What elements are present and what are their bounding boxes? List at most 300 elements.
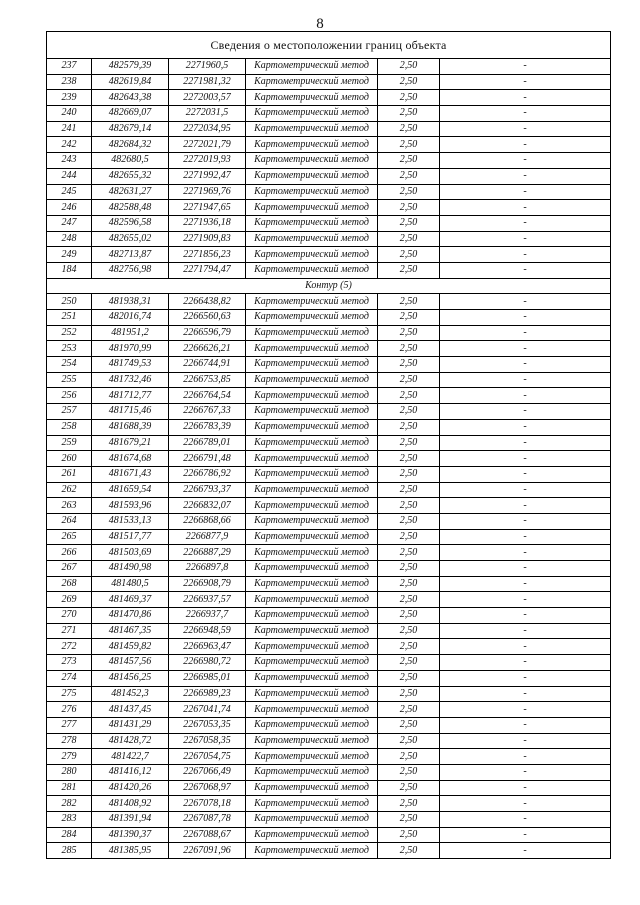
note-cell: - xyxy=(440,310,611,326)
contour-label: Контур (5) xyxy=(47,278,611,294)
method-cell: Картометрический метод xyxy=(246,231,378,247)
note-cell: - xyxy=(440,341,611,357)
method-cell: Картометрический метод xyxy=(246,639,378,655)
accuracy-cell: 2,50 xyxy=(378,357,440,373)
accuracy-cell: 2,50 xyxy=(378,812,440,828)
coord-x-cell: 481385,95 xyxy=(92,843,169,859)
coord-y-cell: 2271794,47 xyxy=(169,262,246,278)
point-number-cell: 283 xyxy=(47,812,92,828)
coord-y-cell: 2266832,07 xyxy=(169,498,246,514)
table-row xyxy=(47,357,611,373)
coord-x-cell: 481688,39 xyxy=(92,419,169,435)
coord-x-cell: 481480,5 xyxy=(92,576,169,592)
coord-x-cell: 482679,14 xyxy=(92,121,169,137)
method-cell: Картометрический метод xyxy=(246,482,378,498)
coord-x-cell: 481431,29 xyxy=(92,717,169,733)
table-row xyxy=(47,686,611,702)
accuracy-cell: 2,50 xyxy=(378,749,440,765)
coord-y-cell: 2266868,66 xyxy=(169,513,246,529)
table-row xyxy=(47,670,611,686)
accuracy-cell: 2,50 xyxy=(378,733,440,749)
table-row xyxy=(47,451,611,467)
table-title-row xyxy=(47,32,611,59)
coord-x-cell: 481490,98 xyxy=(92,561,169,577)
point-number-cell: 273 xyxy=(47,655,92,671)
accuracy-cell: 2,50 xyxy=(378,498,440,514)
method-cell: Картометрический метод xyxy=(246,843,378,859)
point-number-cell: 252 xyxy=(47,325,92,341)
coord-x-cell: 481970,99 xyxy=(92,341,169,357)
accuracy-cell: 2,50 xyxy=(378,796,440,812)
accuracy-cell: 2,50 xyxy=(378,608,440,624)
method-cell: Картометрический метод xyxy=(246,749,378,765)
point-number-cell: 239 xyxy=(47,90,92,106)
coord-y-cell: 2266989,23 xyxy=(169,686,246,702)
accuracy-cell: 2,50 xyxy=(378,451,440,467)
accuracy-cell: 2,50 xyxy=(378,184,440,200)
table-row xyxy=(47,576,611,592)
point-number-cell: 258 xyxy=(47,419,92,435)
coord-x-cell: 481416,12 xyxy=(92,764,169,780)
accuracy-cell: 2,50 xyxy=(378,294,440,310)
method-cell: Картометрический метод xyxy=(246,592,378,608)
table-title: Сведения о местоположении границ объекта xyxy=(47,32,611,59)
method-cell: Картометрический метод xyxy=(246,404,378,420)
point-number-cell: 276 xyxy=(47,702,92,718)
point-number-cell: 270 xyxy=(47,608,92,624)
point-number-cell: 241 xyxy=(47,121,92,137)
note-cell: - xyxy=(440,749,611,765)
coord-y-cell: 2271947,65 xyxy=(169,200,246,216)
contour-row xyxy=(47,278,611,294)
method-cell: Картометрический метод xyxy=(246,247,378,263)
table-row xyxy=(47,608,611,624)
coord-y-cell: 2266786,92 xyxy=(169,466,246,482)
coord-x-cell: 481428,72 xyxy=(92,733,169,749)
note-cell: - xyxy=(440,733,611,749)
method-cell: Картометрический метод xyxy=(246,310,378,326)
accuracy-cell: 2,50 xyxy=(378,764,440,780)
coord-x-cell: 481593,96 xyxy=(92,498,169,514)
accuracy-cell: 2,50 xyxy=(378,482,440,498)
coord-y-cell: 2266791,48 xyxy=(169,451,246,467)
note-cell: - xyxy=(440,74,611,90)
table-row xyxy=(47,498,611,514)
table-row xyxy=(47,106,611,122)
coord-x-cell: 481938,31 xyxy=(92,294,169,310)
accuracy-cell: 2,50 xyxy=(378,262,440,278)
coord-x-cell: 481459,82 xyxy=(92,639,169,655)
note-cell: - xyxy=(440,153,611,169)
note-cell: - xyxy=(440,106,611,122)
coord-y-cell: 2271960,5 xyxy=(169,59,246,75)
method-cell: Картометрический метод xyxy=(246,764,378,780)
accuracy-cell: 2,50 xyxy=(378,59,440,75)
table-row xyxy=(47,435,611,451)
table-row xyxy=(47,655,611,671)
method-cell: Картометрический метод xyxy=(246,655,378,671)
coord-y-cell: 2272019,93 xyxy=(169,153,246,169)
method-cell: Картометрический метод xyxy=(246,168,378,184)
point-number-cell: 285 xyxy=(47,843,92,859)
method-cell: Картометрический метод xyxy=(246,294,378,310)
coord-x-cell: 481452,3 xyxy=(92,686,169,702)
coord-y-cell: 2271936,18 xyxy=(169,215,246,231)
table-row xyxy=(47,419,611,435)
accuracy-cell: 2,50 xyxy=(378,843,440,859)
table-row xyxy=(47,733,611,749)
coord-x-cell: 482579,39 xyxy=(92,59,169,75)
note-cell: - xyxy=(440,357,611,373)
note-cell: - xyxy=(440,215,611,231)
coord-y-cell: 2267091,96 xyxy=(169,843,246,859)
note-cell: - xyxy=(440,262,611,278)
coord-x-cell: 481659,54 xyxy=(92,482,169,498)
coord-x-cell: 481391,94 xyxy=(92,812,169,828)
note-cell: - xyxy=(440,592,611,608)
method-cell: Картометрический метод xyxy=(246,796,378,812)
coord-y-cell: 2267066,49 xyxy=(169,764,246,780)
coord-x-cell: 481420,26 xyxy=(92,780,169,796)
coord-y-cell: 2266980,72 xyxy=(169,655,246,671)
coord-y-cell: 2267087,78 xyxy=(169,812,246,828)
coord-x-cell: 481749,53 xyxy=(92,357,169,373)
method-cell: Картометрический метод xyxy=(246,513,378,529)
note-cell: - xyxy=(440,451,611,467)
point-number-cell: 259 xyxy=(47,435,92,451)
coord-y-cell: 2271909,83 xyxy=(169,231,246,247)
coord-y-cell: 2266908,79 xyxy=(169,576,246,592)
table-row xyxy=(47,262,611,278)
accuracy-cell: 2,50 xyxy=(378,529,440,545)
note-cell: - xyxy=(440,608,611,624)
table-row xyxy=(47,592,611,608)
coord-y-cell: 2266877,9 xyxy=(169,529,246,545)
note-cell: - xyxy=(440,670,611,686)
coord-y-cell: 2266963,47 xyxy=(169,639,246,655)
point-number-cell: 284 xyxy=(47,827,92,843)
point-number-cell: 272 xyxy=(47,639,92,655)
method-cell: Картометрический метод xyxy=(246,561,378,577)
note-cell: - xyxy=(440,843,611,859)
point-number-cell: 238 xyxy=(47,74,92,90)
accuracy-cell: 2,50 xyxy=(378,545,440,561)
table-row xyxy=(47,812,611,828)
point-number-cell: 281 xyxy=(47,780,92,796)
coord-x-cell: 482713,87 xyxy=(92,247,169,263)
coord-y-cell: 2266438,82 xyxy=(169,294,246,310)
table-row xyxy=(47,90,611,106)
table-row xyxy=(47,168,611,184)
accuracy-cell: 2,50 xyxy=(378,592,440,608)
coord-y-cell: 2266626,21 xyxy=(169,341,246,357)
table-row xyxy=(47,59,611,75)
accuracy-cell: 2,50 xyxy=(378,576,440,592)
note-cell: - xyxy=(440,576,611,592)
method-cell: Картометрический метод xyxy=(246,372,378,388)
coord-y-cell: 2266793,37 xyxy=(169,482,246,498)
accuracy-cell: 2,50 xyxy=(378,623,440,639)
point-number-cell: 278 xyxy=(47,733,92,749)
accuracy-cell: 2,50 xyxy=(378,780,440,796)
note-cell: - xyxy=(440,90,611,106)
point-number-cell: 237 xyxy=(47,59,92,75)
coord-x-cell: 482643,38 xyxy=(92,90,169,106)
table-row xyxy=(47,215,611,231)
table-row xyxy=(47,545,611,561)
point-number-cell: 279 xyxy=(47,749,92,765)
coord-x-cell: 482619,84 xyxy=(92,74,169,90)
coord-y-cell: 2267068,97 xyxy=(169,780,246,796)
note-cell: - xyxy=(440,623,611,639)
coord-x-cell: 481469,37 xyxy=(92,592,169,608)
note-cell: - xyxy=(440,466,611,482)
coord-x-cell: 481715,46 xyxy=(92,404,169,420)
table-row xyxy=(47,153,611,169)
accuracy-cell: 2,50 xyxy=(378,121,440,137)
accuracy-cell: 2,50 xyxy=(378,231,440,247)
coord-y-cell: 2266596,79 xyxy=(169,325,246,341)
table-row xyxy=(47,247,611,263)
coord-y-cell: 2266937,7 xyxy=(169,608,246,624)
method-cell: Картометрический метод xyxy=(246,702,378,718)
coord-y-cell: 2266948,59 xyxy=(169,623,246,639)
method-cell: Картометрический метод xyxy=(246,717,378,733)
method-cell: Картометрический метод xyxy=(246,545,378,561)
point-number-cell: 274 xyxy=(47,670,92,686)
coord-x-cell: 482655,02 xyxy=(92,231,169,247)
method-cell: Картометрический метод xyxy=(246,733,378,749)
accuracy-cell: 2,50 xyxy=(378,90,440,106)
coord-y-cell: 2266560,63 xyxy=(169,310,246,326)
point-number-cell: 262 xyxy=(47,482,92,498)
table-row xyxy=(47,623,611,639)
method-cell: Картометрический метод xyxy=(246,419,378,435)
note-cell: - xyxy=(440,655,611,671)
accuracy-cell: 2,50 xyxy=(378,561,440,577)
method-cell: Картометрический метод xyxy=(246,780,378,796)
accuracy-cell: 2,50 xyxy=(378,670,440,686)
table-row xyxy=(47,200,611,216)
table-row xyxy=(47,404,611,420)
table-row xyxy=(47,231,611,247)
table-row xyxy=(47,294,611,310)
table-row xyxy=(47,639,611,655)
point-number-cell: 248 xyxy=(47,231,92,247)
coord-x-cell: 481422,7 xyxy=(92,749,169,765)
coord-y-cell: 2271981,32 xyxy=(169,74,246,90)
point-number-cell: 268 xyxy=(47,576,92,592)
point-number-cell: 282 xyxy=(47,796,92,812)
method-cell: Картометрический метод xyxy=(246,357,378,373)
note-cell: - xyxy=(440,827,611,843)
coord-y-cell: 2266985,01 xyxy=(169,670,246,686)
method-cell: Картометрический метод xyxy=(246,90,378,106)
note-cell: - xyxy=(440,639,611,655)
point-number-cell: 269 xyxy=(47,592,92,608)
point-number-cell: 249 xyxy=(47,247,92,263)
accuracy-cell: 2,50 xyxy=(378,388,440,404)
coord-x-cell: 481408,92 xyxy=(92,796,169,812)
note-cell: - xyxy=(440,325,611,341)
coord-y-cell: 2271969,76 xyxy=(169,184,246,200)
coord-x-cell: 482756,98 xyxy=(92,262,169,278)
coord-x-cell: 481732,46 xyxy=(92,372,169,388)
method-cell: Картометрический метод xyxy=(246,341,378,357)
accuracy-cell: 2,50 xyxy=(378,419,440,435)
method-cell: Картометрический метод xyxy=(246,812,378,828)
note-cell: - xyxy=(440,780,611,796)
coord-x-cell: 481533,13 xyxy=(92,513,169,529)
note-cell: - xyxy=(440,686,611,702)
coord-y-cell: 2266764,54 xyxy=(169,388,246,404)
point-number-cell: 277 xyxy=(47,717,92,733)
accuracy-cell: 2,50 xyxy=(378,435,440,451)
point-number-cell: 265 xyxy=(47,529,92,545)
coord-x-cell: 482655,32 xyxy=(92,168,169,184)
point-number-cell: 267 xyxy=(47,561,92,577)
coord-x-cell: 482588,48 xyxy=(92,200,169,216)
method-cell: Картометрический метод xyxy=(246,59,378,75)
method-cell: Картометрический метод xyxy=(246,137,378,153)
note-cell: - xyxy=(440,702,611,718)
accuracy-cell: 2,50 xyxy=(378,215,440,231)
coord-y-cell: 2266887,29 xyxy=(169,545,246,561)
method-cell: Картометрический метод xyxy=(246,451,378,467)
note-cell: - xyxy=(440,764,611,780)
accuracy-cell: 2,50 xyxy=(378,513,440,529)
coord-y-cell: 2266783,39 xyxy=(169,419,246,435)
coord-y-cell: 2272021,79 xyxy=(169,137,246,153)
note-cell: - xyxy=(440,435,611,451)
coord-x-cell: 481457,56 xyxy=(92,655,169,671)
point-number-cell: 266 xyxy=(47,545,92,561)
coord-x-cell: 481951,2 xyxy=(92,325,169,341)
point-number-cell: 271 xyxy=(47,623,92,639)
coord-y-cell: 2267053,35 xyxy=(169,717,246,733)
coord-y-cell: 2266789,01 xyxy=(169,435,246,451)
point-number-cell: 253 xyxy=(47,341,92,357)
accuracy-cell: 2,50 xyxy=(378,168,440,184)
coord-y-cell: 2266897,8 xyxy=(169,561,246,577)
point-number-cell: 257 xyxy=(47,404,92,420)
accuracy-cell: 2,50 xyxy=(378,372,440,388)
accuracy-cell: 2,50 xyxy=(378,74,440,90)
note-cell: - xyxy=(440,388,611,404)
boundary-table-container xyxy=(46,31,610,859)
coord-y-cell: 2267054,75 xyxy=(169,749,246,765)
method-cell: Картометрический метод xyxy=(246,435,378,451)
boundary-table-body xyxy=(47,32,611,859)
accuracy-cell: 2,50 xyxy=(378,106,440,122)
accuracy-cell: 2,50 xyxy=(378,341,440,357)
method-cell: Картометрический метод xyxy=(246,608,378,624)
note-cell: - xyxy=(440,419,611,435)
coord-x-cell: 481671,43 xyxy=(92,466,169,482)
method-cell: Картометрический метод xyxy=(246,466,378,482)
table-row xyxy=(47,74,611,90)
coord-x-cell: 482631,27 xyxy=(92,184,169,200)
accuracy-cell: 2,50 xyxy=(378,466,440,482)
coord-x-cell: 482596,58 xyxy=(92,215,169,231)
coord-y-cell: 2267058,35 xyxy=(169,733,246,749)
coord-x-cell: 481679,21 xyxy=(92,435,169,451)
accuracy-cell: 2,50 xyxy=(378,827,440,843)
table-row xyxy=(47,121,611,137)
table-row xyxy=(47,372,611,388)
point-number-cell: 250 xyxy=(47,294,92,310)
accuracy-cell: 2,50 xyxy=(378,686,440,702)
table-row xyxy=(47,388,611,404)
coord-x-cell: 481456,25 xyxy=(92,670,169,686)
coord-x-cell: 481437,45 xyxy=(92,702,169,718)
point-number-cell: 246 xyxy=(47,200,92,216)
table-row xyxy=(47,843,611,859)
coord-x-cell: 482669,07 xyxy=(92,106,169,122)
note-cell: - xyxy=(440,372,611,388)
accuracy-cell: 2,50 xyxy=(378,153,440,169)
point-number-cell: 261 xyxy=(47,466,92,482)
note-cell: - xyxy=(440,200,611,216)
note-cell: - xyxy=(440,184,611,200)
method-cell: Картометрический метод xyxy=(246,153,378,169)
point-number-cell: 254 xyxy=(47,357,92,373)
table-row xyxy=(47,529,611,545)
accuracy-cell: 2,50 xyxy=(378,702,440,718)
coord-y-cell: 2267078,18 xyxy=(169,796,246,812)
coord-x-cell: 482680,5 xyxy=(92,153,169,169)
coord-x-cell: 481674,68 xyxy=(92,451,169,467)
accuracy-cell: 2,50 xyxy=(378,404,440,420)
coord-y-cell: 2272003,57 xyxy=(169,90,246,106)
accuracy-cell: 2,50 xyxy=(378,655,440,671)
coord-x-cell: 481470,86 xyxy=(92,608,169,624)
method-cell: Картометрический метод xyxy=(246,184,378,200)
point-number-cell: 242 xyxy=(47,137,92,153)
point-number-cell: 256 xyxy=(47,388,92,404)
method-cell: Картометрический метод xyxy=(246,106,378,122)
note-cell: - xyxy=(440,498,611,514)
accuracy-cell: 2,50 xyxy=(378,717,440,733)
note-cell: - xyxy=(440,404,611,420)
point-number-cell: 263 xyxy=(47,498,92,514)
point-number-cell: 243 xyxy=(47,153,92,169)
note-cell: - xyxy=(440,545,611,561)
note-cell: - xyxy=(440,513,611,529)
accuracy-cell: 2,50 xyxy=(378,325,440,341)
coord-x-cell: 481390,37 xyxy=(92,827,169,843)
table-row xyxy=(47,137,611,153)
table-row xyxy=(47,513,611,529)
coord-y-cell: 2267041,74 xyxy=(169,702,246,718)
coord-y-cell: 2267088,67 xyxy=(169,827,246,843)
coord-y-cell: 2272031,5 xyxy=(169,106,246,122)
point-number-cell: 280 xyxy=(47,764,92,780)
method-cell: Картометрический метод xyxy=(246,121,378,137)
table-row xyxy=(47,184,611,200)
note-cell: - xyxy=(440,168,611,184)
note-cell: - xyxy=(440,294,611,310)
table-row xyxy=(47,325,611,341)
point-number-cell: 264 xyxy=(47,513,92,529)
table-row xyxy=(47,466,611,482)
coord-y-cell: 2272034,95 xyxy=(169,121,246,137)
coord-y-cell: 2271992,47 xyxy=(169,168,246,184)
note-cell: - xyxy=(440,717,611,733)
method-cell: Картометрический метод xyxy=(246,325,378,341)
note-cell: - xyxy=(440,561,611,577)
point-number-cell: 275 xyxy=(47,686,92,702)
